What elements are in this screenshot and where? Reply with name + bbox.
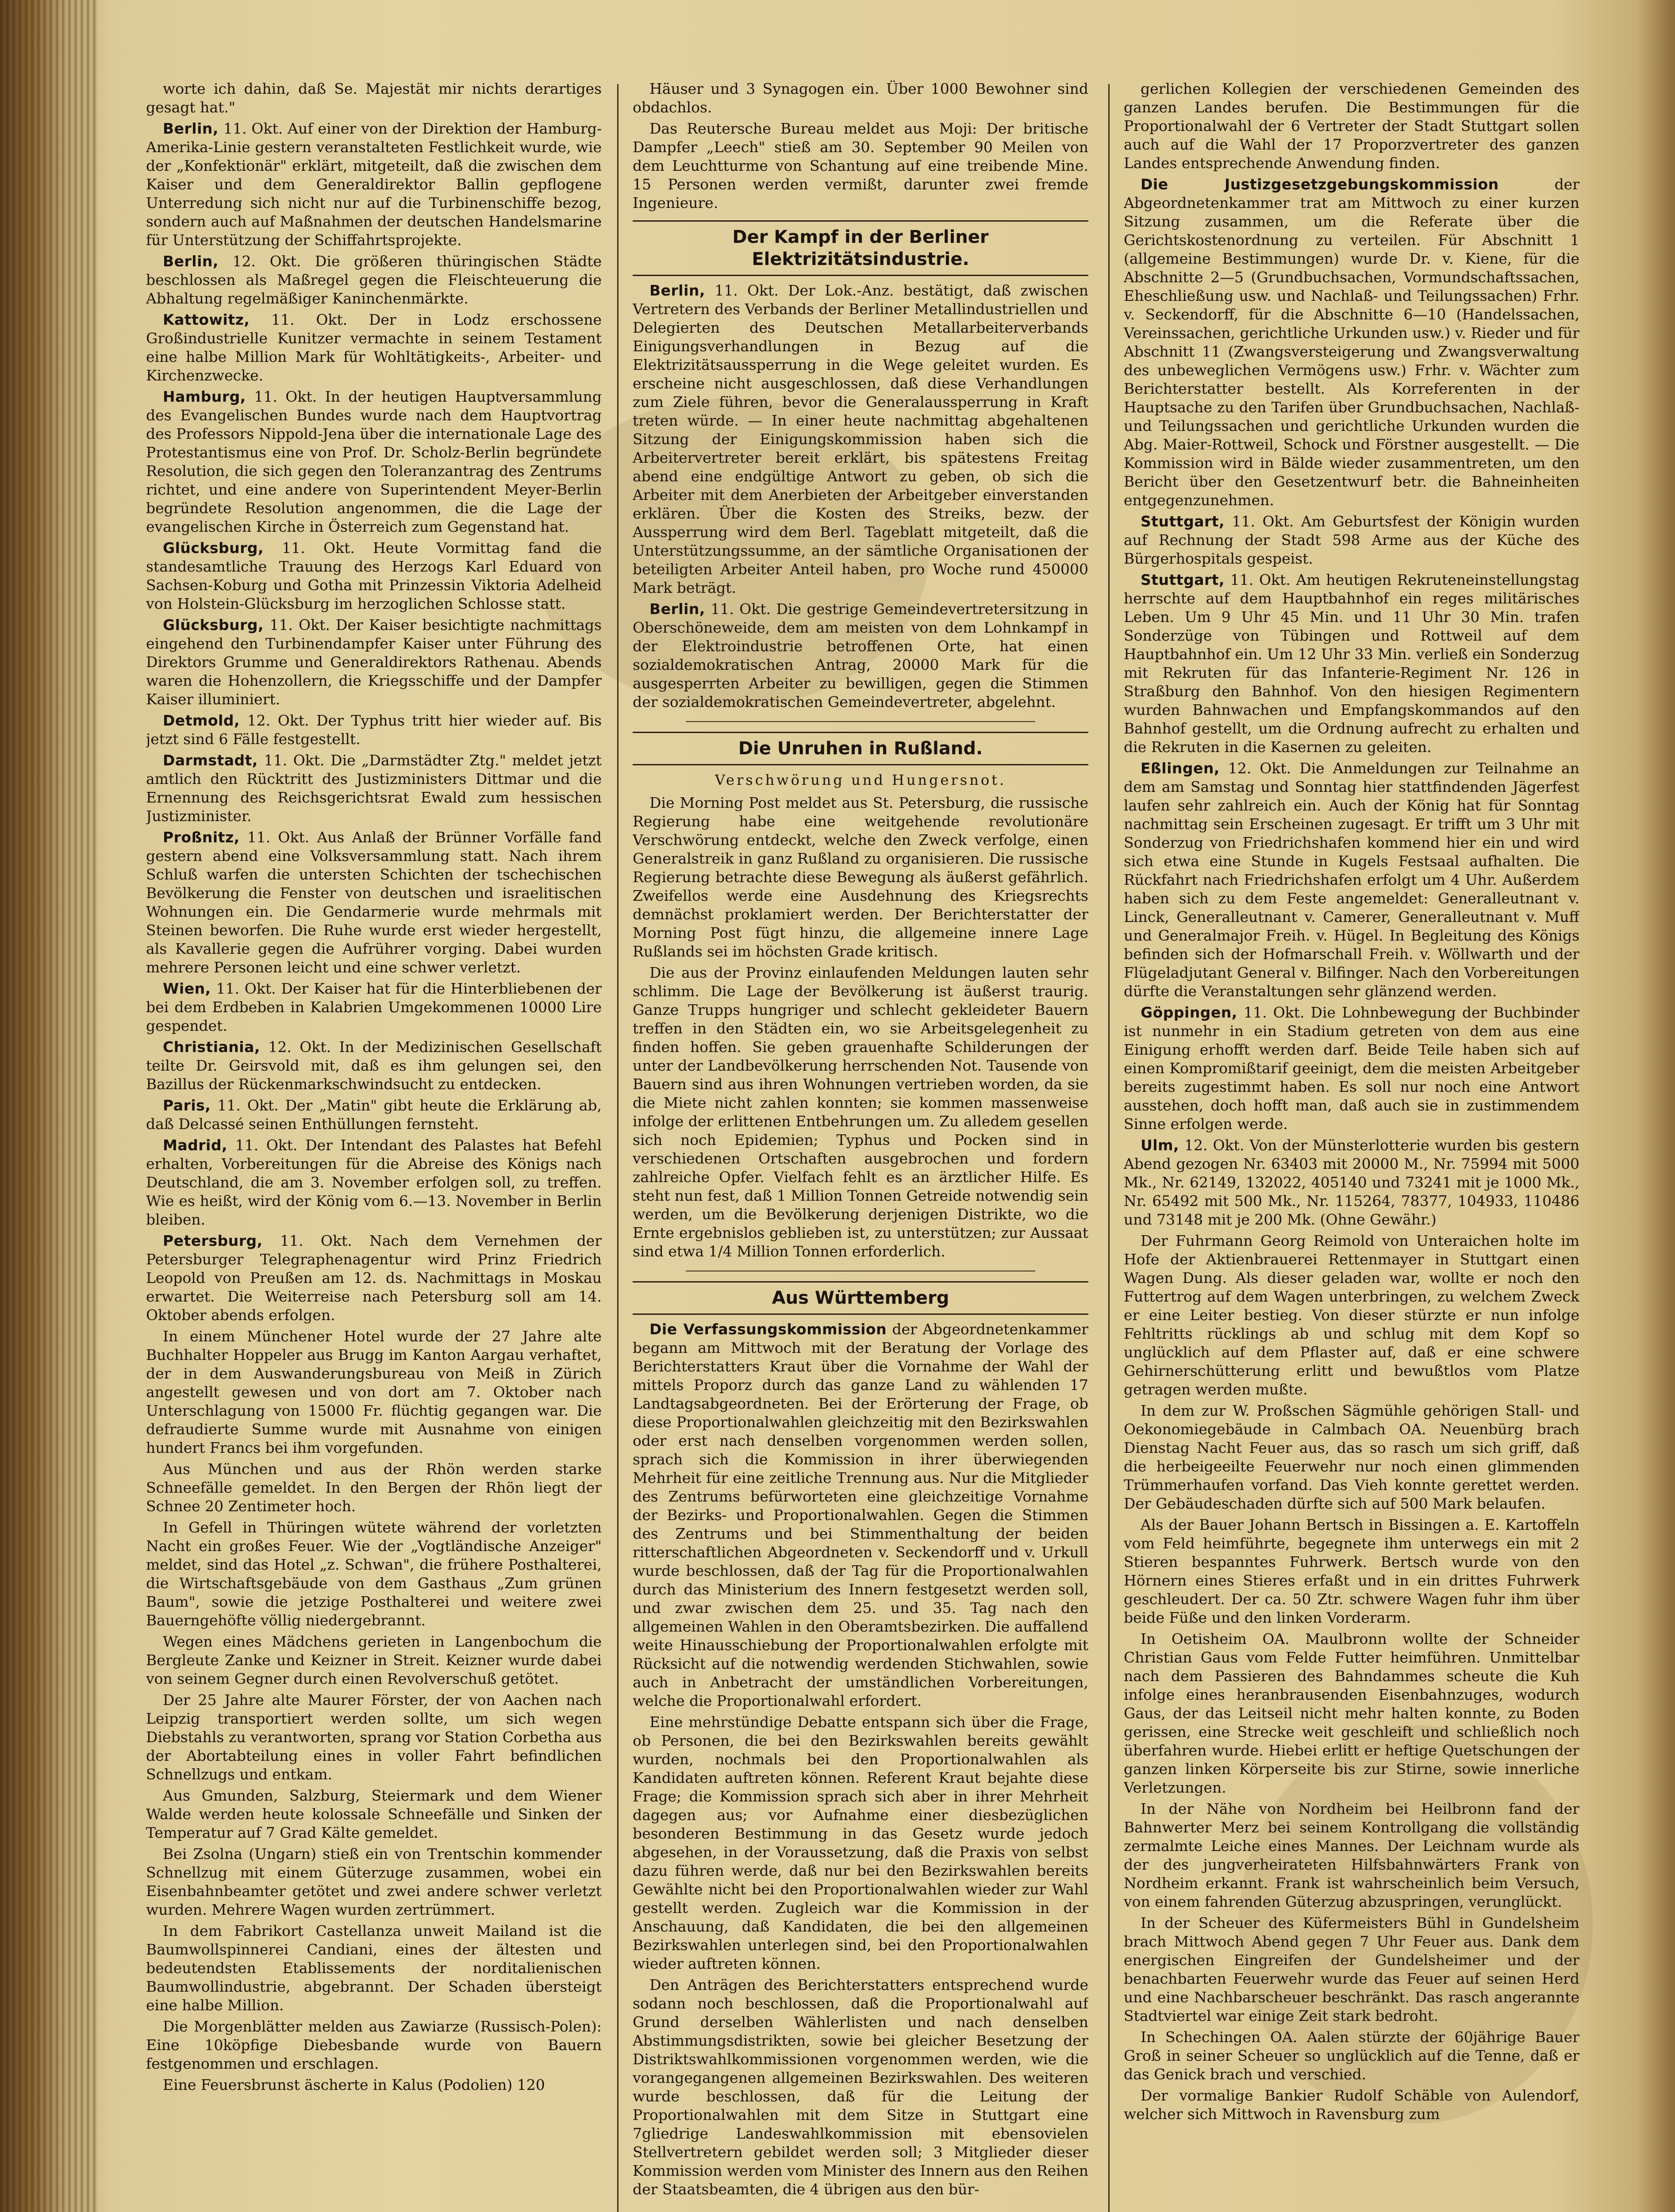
article-text: 11. Okt. Nach dem Vernehmen der Petersburger Telegraphenagentur wird Prinz Friedrich Leopold von Preußen am 12. ds. Nachmittags in Moskau erwartet. Die Weiterreise nach Petersburg soll am 14. Oktober abends erfolgen. [146,1232,602,1324]
article-text: 11. Okt. Der „Matin" gibt heute die Erklärung ab, daß Delcassé seinen Enthüllungen fernsteht. [146,1097,602,1133]
article-paragraph [1124,80,1579,173]
article-paragraph [1124,512,1579,568]
article-paragraph [1124,1800,1579,1911]
article-text: Die Morning Post meldet aus St. Petersburg, die russische Regierung habe eine weitgehende revolutionäre Verschwörung entdeckt, welche den Zweck verfolge, einen Generalstreik in ganz Rußland zu organisieren. Die russische Regierung betrachte diese Bewegung als äußerst gefährlich. Zweifellos werde eine Ausdehnung des Kriegsrechts demnächst proklamiert werden. Der Berichterstatter der Morning Post fügt hinzu, die allgemeine innere Lage Rußlands sei im höchsten Grade kritisch. [633,794,1088,960]
article-dateline: Stuttgart, [1141,513,1225,530]
section-body-wuerttemberg [633,1320,1088,2199]
article-text: 11. Okt. Die Lohnbewegung der Buchbinder ist nunmehr in ein Stadium getreten von dem aus eine Einigung erhofft werden darf. Beide Teile haben sich auf einen Kompromißtarif geeinigt, dem die meisten Arbeitgeber bereits zugestimmt haben. Es soll nur noch eine Antwort ausstehen, doch hofft man, daß auch sie in zustimmendem Sinne erfolgen werde. [1124,1004,1579,1133]
article-paragraph [633,600,1088,711]
article-paragraph [1124,1232,1579,1399]
section-body-russland [633,794,1088,1261]
article-paragraph [146,252,602,308]
article-text: 12. Okt. Die größeren thüringischen Städte beschlossen als Maßregel gegen die Fleischteuerung die Abhaltung regelmäßiger Kaninchenmärkte. [146,253,602,307]
article-paragraph [146,1632,602,1688]
column-2-intro [633,80,1088,212]
section-separator [686,721,1035,722]
article-dateline: Glücksburg, [163,616,264,634]
article-paragraph [633,1320,1088,1710]
article-text: In der Scheuer des Küfermeisters Bühl in Gundelsheim brach Mittwoch Abend gegen 7 Uhr Feuer aus. Dank dem energischen Eingreifen der Gundelsheimer und der benachbarten Feuerwehr wurde das Feuer auf seinen Herd und eine Nachbarscheuer beschränkt. Das rasch angerannte Stadtviertel war einige Zeit stark bedroht. [1124,1914,1579,2024]
article-dateline: Die Justizgesetzgebungskommission [1141,176,1499,193]
article-text: 11. Okt. Am Geburtsfest der Königin wurden auf Rechnung der Stadt 598 Arme aus der Küche des Bürgerhospitals gespeist. [1124,513,1579,567]
article-dateline: Darmstadt, [163,752,258,769]
section-heading-elektrizitaet: Der Kampf in der Berliner Elektrizitätsindustrie. [633,220,1088,276]
book-binding-edge [0,0,97,2212]
article-dateline: Detmold, [163,712,240,729]
article-paragraph [146,979,602,1035]
article-text: 12. Okt. Von der Münsterlotterie wurden bis gestern Abend gezogen Nr. 63403 mit 20000 M., Nr. 75994 mit 5000 Mk., Nr. 62149, 132022, 405140 und 73241 mit je 1000 Mk., Nr. 65492 mit 500 Mk., Nr. 115264, 78377, 104933, 110486 und 73148 mit je 200 Mk. (Ohne Gewähr.) [1124,1137,1579,1228]
article-text: 11. Okt. In der heutigen Hauptversammlung des Evangelischen Bundes wurde nach dem Hauptvortrag des Professors Nippold-Jena über die internationale Lage des Protestantismus eine von Prof. Dr. Scholz-Berlin begründete Resolution, die sich gegen den Toleranzantrag des Zentrums richtet, und eine andere von Superintendent Meyer-Berlin begründete Resolution angenommen, die die Lage der evangelischen Kirche in Österreich zum Gegenstand hat. [146,388,602,535]
article-text: Die aus der Provinz einlaufenden Meldungen lauten sehr schlimm. Die Lage der Bevölkerung ist äußerst traurig. Ganze Trupps hungriger und schlecht gekleideter Bauern treffen in den Städten ein, wo sie Arbeitsgelegenheit zu finden hoffen. Sie geben grauenhafte Schilderungen der unter der Landbevölkerung herrschenden Not. Tausende von Bauern sind aus ihren Wohnungen vertrieben worden, da sie die Miete nicht zahlen konnten; sie kommen massenweise infolge der erlittenen Entbehrungen um. Zu alledem gesellen sich noch Epidemien; Typhus und Pocken sind in verschiedenen Ortschaften ausgebrochen und fordern zahlreiche Opfer. Vielfach fehlt es an ärztlicher Hilfe. Es steht nun fest, daß 1 Million Tonnen Getreide notwendig sein werden, um die Bevölkerung derjenigen Distrikte, wo die Ernte ergebnislos geblieben ist, zu unterstützen; zur Aussaat sind etwa 1/4 Million Tonnen erforderlich. [633,964,1088,1260]
article-text: Aus Gmunden, Salzburg, Steiermark und dem Wiener Walde werden heute kolossale Schneefälle und Sinken der Temperatur auf 7 Grad Kälte gemeldet. [146,1787,602,1841]
article-paragraph [1124,175,1579,510]
article-dateline: Eßlingen, [1141,760,1220,777]
article-dateline: Göppingen, [1141,1004,1237,1021]
article-paragraph [633,281,1088,597]
article-text: Der vormalige Bankier Rudolf Schäble von Aulendorf, welcher sich Mittwoch in Ravensburg zum [1124,2087,1579,2123]
article-paragraph [146,311,602,385]
article-dateline: Berlin, [649,282,705,299]
article-dateline: Petersburg, [163,1232,263,1249]
article-paragraph [633,1713,1088,1973]
column-1 [146,80,602,2212]
article-text: Den Anträgen des Berichterstatters entsprechend wurde sodann noch beschlossen, daß die Proportionalwahl auf Grund derselben Wählerlisten und nach denselben Abstimmungsdistrikten, sowie bei gleicher Besetzung der Distriktswahlkommissionen vorgenommen werden, wie die vorangegangenen allgemeinen Bezirkswahlen. Des weiteren wurde beschlossen, daß für die Leitung der Proportionalwahlen mit dem Sitze in Stuttgart eine 7gliedrige Landeswahlkommission mit ebensovielen Stellvertretern gebildet werden soll; 3 Mitglieder dieser Kommission werden vom Minister des Innern aus den Reihen der Staatsbeamten, die 4 übrigen aus den bür- [633,1976,1088,2198]
article-paragraph [146,751,602,826]
article-paragraph [1124,1516,1579,1627]
column-2 [633,80,1088,2212]
article-paragraph [1124,1630,1579,1797]
article-paragraph [146,1038,602,1094]
article-paragraph [146,80,602,117]
article-paragraph [146,616,602,709]
section-body-elektrizitaet [633,281,1088,711]
article-paragraph [146,1922,602,2015]
article-text: Die Morgenblätter melden aus Zawiarze (Russisch-Polen): Eine 10köpfige Diebesbande wurde von Bauern festgenommen und erschlagen. [146,2018,602,2072]
article-text: 11. Okt. Der Kaiser hat für die Hinterbliebenen der bei dem Erdbeben in Kalabrien Umgekommenen 10000 Lire gespendet. [146,980,602,1034]
article-dateline: Madrid, [163,1137,227,1154]
article-dateline: Proßnitz, [163,829,240,846]
article-text: In Schechingen OA. Aalen stürzte der 60jährige Bauer Groß in seiner Scheuer so unglücklich auf die Tenne, daß er das Genick brach und verschied. [1124,2028,1579,2083]
article-dateline: Berlin, [163,120,219,137]
article-text: In einem Münchener Hotel wurde der 27 Jahre alte Buchhalter Hoppeler aus Brugg im Kanton Aargau verhaftet, der in dem Auswanderungsbureau von Meiß in Zürich angestellt gewesen und von dort am 7. Oktober nach Unterschlagung von 15000 Fr. flüchtig gegangen war. Die defraudierte Summe wurde mit Ausnahme von einigen hundert Francs bei ihm vorgefunden. [146,1328,602,1456]
article-dateline: Paris, [163,1097,211,1114]
article-dateline: Christiania, [163,1038,260,1056]
article-paragraph [146,1691,602,1784]
article-dateline: Hamburg, [163,388,246,405]
article-text: In der Nähe von Nordheim bei Heilbronn fand der Bahnwerter Merz bei seinem Kontrollgang die vollständig zermalmte Leiche eines Mannes. Der Leichnam wurde als der des jungverheirateten Hilfsbahnwärters Frank von Nordheim erkannt. Frank ist wahrscheinlich beim Versuch, von einem fahrenden Güterzug abzuspringen, verunglückt. [1124,1800,1579,1910]
article-paragraph [1124,1914,1579,2025]
article-text: 12. Okt. Der Typhus tritt hier wieder auf. Bis jetzt sind 6 Fälle festgestellt. [146,712,602,748]
article-paragraph [633,964,1088,1261]
article-text: Eine Feuersbrunst äscherte in Kalus (Podolien) 120 [163,2076,545,2093]
column-3 [1124,80,1579,2212]
article-paragraph [1124,2086,1579,2124]
article-text: Das Reutersche Bureau meldet aus Moji: Der britische Dampfer „Leech" stieß am 30. September 90 Meilen von dem Leuchtturme von Schantung auf eine treibende Mine. 15 Personen werden vermißt, darunter zwei fremde Ingenieure. [633,120,1088,211]
article-paragraph [146,2017,602,2073]
article-paragraph [633,80,1088,117]
article-paragraph [1124,2028,1579,2084]
article-dateline: Die Verfassungskommission [649,1321,887,1338]
article-paragraph [146,388,602,536]
section-heading-wuerttemberg: Aus Württemberg [633,1281,1088,1315]
article-text: 11. Okt. Die „Darmstädter Ztg." meldet jetzt amtlich den Rücktritt des Justizministers Dittmar und die Ernennung des Reichsgerichtsrat Ewald zum hessischen Justizminister. [146,752,602,825]
article-text: 11. Okt. Am heutigen Rekruteneinstellungstag herrschte auf dem Hauptbahnhof ein reges militärisches Leben. Um 9 Uhr 45 Min. und 11 Uhr 30 Min. trafen Sonderzüge von Tübingen und Rottweil auf dem Hauptbahnhof ein. Um 12 Uhr 33 Min. verließ ein Sonderzug mit Rekruten für das Infanterie-Regiment Nr. 126 in Straßburg den Bahnhof. Von den hiesigen Regimentern wurden Bahnwachen und Empfangskommandos auf den Bahnhof gestellt, um die Ordnung aufrecht zu erhalten und die Rekruten in die Kasernen zu geleiten. [1124,571,1579,756]
article-paragraph [633,119,1088,212]
article-text: In Gefell in Thüringen wütete während der vorletzten Nacht ein großes Feuer. Wie der „Vogtländische Anzeiger" meldet, sind das Hotel „z. Schwan", die frühere Posthalterei, die Wirtschaftsgebäude von dem Gasthaus „Zum grünen Baum", sowie die jetzige Posthalterei und weitere zwei Bauerngehöfte völlig niedergebrannt. [146,1519,602,1629]
article-text: Eine mehrstündige Debatte entspann sich über die Frage, ob Personen, die bei den Bezirkswahlen bereits gewählt wurden, nochmals bei den Proportionalwahlen als Kandidaten auftreten können. Referent Kraut bejahte diese Frage; die Kommission sprach sich aber in ihrer Mehrheit dagegen aus; vor Aufnahme einer diesbezüglichen besonderen Bestimmung in das Gesetz wurde jedoch abgesehen, in der Voraussetzung, daß die Praxis von selbst dazu führen werde, daß nur bei den Bezirkswahlen bereits Gewählte nicht bei den Proportionalwahlen wieder zur Wahl gestellt werden. Zugleich war die Kommission in der Anschauung, daß Kandidaten, die bei den allgemeinen Bezirkswahlen unterlegen sind, bei den Proportionalwahlen wieder auftreten können. [633,1713,1088,1972]
article-text: Bei Zsolna (Ungarn) stieß ein von Trentschin kommender Schnellzug mit einem Güterzuge zusammen, wobei ein Eisenbahnbeamter getötet und zwei andere schwer verletzt wurden. Mehrere Wagen wurden zertrümmert. [146,1845,602,1918]
article-text: 12. Okt. In der Medizinischen Gesellschaft teilte Dr. Geirsvold mit, daß es ihm gelungen sei, den Bazillus der Rückenmarkschwindsucht zu entdecken. [146,1038,602,1093]
column-rule [617,84,619,2212]
article-text: Der Fuhrmann Georg Reimold von Unteraichen holte im Hofe der Aktienbrauerei Rettenmayer in Stuttgart einen Wagen Dung. Als dieser geladen war, wollte er noch den Futtertrog auf dem Wagen unterbringen, zu welchem Zweck er eine Leiter bestieg. Von dieser stürzte er nun infolge Fehltritts rücklings ab und schlug mit dem Kopf so unglücklich auf dem Pflaster auf, daß er eine schwere Gehirnerschütterung erlitt und bewußtlos vom Platze getragen werden mußte. [1124,1232,1579,1398]
article-dateline: Stuttgart, [1141,571,1225,588]
article-text: gerlichen Kollegien der verschiedenen Gemeinden des ganzen Landes berufen. Die Bestimmungen für die Proportionalwahl der 6 Vertreter der Stadt Stuttgart sollen auch auf die Wahl der 17 Proporzvertreter des ganzen Landes entsprechende Anwendung finden. [1124,80,1579,172]
article-dateline: Berlin, [649,600,705,618]
article-paragraph [146,1518,602,1630]
article-text: In dem Fabrikort Castellanza unweit Mailand ist die Baumwollspinnerei Candiani, eines der ältesten und bedeutendsten Etablissements der norditalienischen Baumwollindustrie, abgebrannt. Der Schaden übersteigt eine halbe Million. [146,1922,602,2014]
article-dateline: Kattowitz, [163,311,250,328]
article-text: 11. Okt. Der Kaiser besichtigte nachmittags eingehend den Turbinendampfer Kaiser unter Führung des Direktors Grumme und Generaldirektors Rathenau. Abends waren die Hohenzollern, die Kriegsschiffe und der Dampfer Kaiser illuminiert. [146,616,602,708]
article-paragraph [146,119,602,250]
article-text: 11. Okt. Der in Lodz erschossene Großindustrielle Kunitzer vermachte in seinem Testament eine halbe Million Mark für Wohltätigkeits-, Arbeiter- und Kirchenzwecke. [146,311,602,384]
article-text: 11. Okt. Aus Anlaß der Brünner Vorfälle fand gestern abend eine Volksversammlung statt. Nach ihrem Schluß warfen die untersten Schichten der tschechischen Bevölkerung die Fenster von deutschen und israelitischen Wohnungen ein. Die Gendarmerie wurde mehrmals mit Steinen beworfen. Die Ruhe wurde erst wieder hergestellt, als Kavallerie gegen die Aufrührer vorging. Dabei wurden mehrere Personen leicht und eine schwer verletzt. [146,829,602,976]
article-text: Aus München und aus der Rhön werden starke Schneefälle gemeldet. In den Bergen der Rhön liegt der Schnee 20 Zentimeter hoch. [146,1460,602,1515]
article-text: der Abgeordnetenkammer trat am Mittwoch zu einer kurzen Sitzung zusammen, um die Referate über die Gerichtskostenordnung zu verteilen. Für Abschnitt 1 (allgemeine Bestimmungen) wurde Dr. v. Kiene, für die Abschnitte 2—5 (Grundbuchsachen, Vormundschaftssachen, Eheschließung usw. und Nachlaß- und Teilungssachen) Frhr. v. Seckendorff, für die Abschnitte 6—10 (Handelssachen, Vereinssachen, gerichtliche Urkunden usw.) v. Rieder und für Abschnitt 11 (Zwangsversteigerung und Zwangsverwaltung des unbeweglichen Vermögens usw.) Frhr. v. Wächter zum Berichterstatter bestellt. Als Korreferenten in der Hauptsache zu den Tarifen über Grundbuchsachen, Nachlaß- und Teilungssachen und gerichtliche Urkunden wurden die Abg. Maier-Rottweil, Schock und Förstner ausgestellt. — Die Kommission wird in Bälde wieder zusammentreten, um den Bericht über den Gesetzentwurf betr. die Bahneinheiten entgegenzunehmen. [1124,176,1579,509]
article-paragraph [146,2076,602,2094]
article-paragraph [633,794,1088,961]
article-text: 11. Okt. Der Intendant des Palastes hat Befehl erhalten, Vorbereitungen für die Abreise des Königs nach Deutschland, die am 3. November erfolgen soll, zu treffen. Wie es heißt, wird der König vom 6.—13. November in Berlin bleiben. [146,1137,602,1228]
article-text: 11. Okt. Heute Vormittag fand die standesamtliche Trauung des Herzogs Karl Eduard von Sachsen-Koburg und Gotha mit Prinzessin Viktoria Adelheid von Holstein-Glücksburg im herzoglichen Schlosse statt. [146,539,602,612]
article-paragraph [146,1096,602,1133]
article-paragraph [1124,1136,1579,1229]
article-text: worte ich dahin, daß Se. Majestät mir nichts derartiges gesagt hat." [146,80,602,116]
article-text: 12. Okt. Die Anmeldungen zur Teilnahme an dem am Samstag und Sonntag hier stattfindenden Jägerfest laufen sehr zahlreich ein. Auch der König hat für Sonntag nachmittag sein Erscheinen zugesagt. Er trifft um 3 Uhr mit Sonderzug von Friedrichshafen kommend hier ein und wird sich etwa eine Stunde in Kugels Festsaal aufhalten. Die Rückfahrt nach Friedrichshafen erfolgt um 4 Uhr. Außerdem haben sich zu dem Feste angemeldet: Generalleutnant v. Linck, Generalleutnant v. Camerer, Generalleutnant v. Muff und Generalmajor Freih. v. Hügel. In Begleitung des Königs befinden sich der Hofmarschall Freih. v. Wöllwarth und der Flügeladjutant General v. Bilfinger. Nach den Vorbereitungen dürfte die Veranstaltungen sehr glänzend werden. [1124,760,1579,1000]
article-dateline: Ulm, [1141,1137,1179,1154]
article-text: 11. Okt. Auf einer von der Direktion der Hamburg-Amerika-Linie gestern veranstalteten Festlichkeit wurde, wie der „Konfektionär" erklärt, mitgeteilt, daß die zwischen dem Kaiser und dem Generaldirektor Ballin gepflogene Unterredung sich nicht nur auf die Turbinenschiffe bezog, sondern auch auf Maßnahmen der deutschen Handelsmarine für Unterstützung der Schiffahrtsprojekte. [146,120,602,249]
article-text: In dem zur W. Proßschen Sägmühle gehörigen Stall- und Oekonomiegebäude in Calmbach OA. Neuenbürg brach Dienstag Nacht Feuer aus, das so rasch um sich griff, daß die herbeigeeilte Feuerwehr nur noch einen glimmenden Trümmerhaufen vorfand. Das Vieh konnte gerettet werden. Der Gebäudeschaden dürfte sich auf 500 Mark belaufen. [1124,1402,1579,1512]
section-subheading-russland: Verschwörung und Hungersnot. [715,772,1007,788]
article-text: In Oetisheim OA. Maulbronn wollte der Schneider Christian Gaus vom Felde Futter heimführen. Unmittelbar nach dem Passieren des Bahndammes scheute die Kuh infolge eines heranbrausenden Eisenbahnzuges, wodurch Gaus, der das Leitseil nicht mehr halten konnte, zu Boden gerissen, eine Strecke weit geschleift und schließlich noch überfahren wurde. Hiebei erlitt er heftige Quetschungen der ganzen linken Körperseite bis zur Stirne, sowie innerliche Verletzungen. [1124,1630,1579,1796]
article-text: Der 25 Jahre alte Maurer Förster, der von Aachen nach Leipzig transportiert werden sollte, um sich wegen Diebstahls zu verantworten, sprang vor Station Corbetha aus der Abortabteilung eines in voller Fahrt befindlichen Schnellzugs und entkam. [146,1691,602,1783]
article-paragraph [1124,759,1579,1001]
article-text: 11. Okt. Die gestrige Gemeindevertretersitzung in Oberschöneweide, dem am meisten von dem Lohnkampf in der Elektroindustrie betroffenen Orte, hat einen sozialdemokratischen Antrag, 20000 Mark für die ausgesperrten Arbeiter zu bewilligen, gegen die Stimmen der sozialdemokratischen Gemeindevertreter, abgelehnt. [633,600,1088,710]
article-dateline: Berlin, [163,253,219,270]
article-paragraph [146,1460,602,1516]
article-paragraph [146,828,602,977]
article-paragraph [146,711,602,749]
article-paragraph [146,1232,602,1325]
article-paragraph [146,1845,602,1919]
article-paragraph [146,1136,602,1229]
article-paragraph [146,1786,602,1842]
article-paragraph [1124,1402,1579,1513]
column-rule [1108,84,1110,2212]
article-text: Wegen eines Mädchens gerieten in Langenbochum die Bergleute Zanke und Keizner in Streit. Keizner wurde dabei von seinem Gegner durch einen Revolverschuß getötet. [146,1633,602,1687]
article-dateline: Glücksburg, [163,539,264,557]
article-paragraph [146,539,602,613]
article-dateline: Wien, [163,980,211,997]
article-text: der Abgeordnetenkammer begann am Mittwoch mit der Beratung der Vorlage des Berichterstatters Kraut über die Vornahme der Wahl der mittels Proporz durch das ganze Land zu wählenden 17 Landtagsabgeordneten. Bei der Erörterung der Frage, ob diese Proportionalwahlen gleichzeitig mit den Bezirkswahlen oder erst nach denselben vorgenommen werden sollen, sprach sich die Kommission in ihrer überwiegenden Mehrheit für eine zeitliche Trennung aus. Nur die Mitglieder des Zentrums befürworteten eine gleichzeitige Vornahme der Bezirks- und Proportionalwahlen. Gegen die Stimmen des Zentrums und bei Stimmenthaltung der beiden ritterschaftlichen Abgeordneten v. Seckendorff und v. Urkull wurde beschlossen, daß der Tag für die Proportionalwahlen durch das Ministerium des Innern festgesetzt werden soll, und zwar zwischen dem 25. und 35. Tag nach den allgemeinen Wahlen in den Oberamtsbezirken. Die auffallend weite Hinausschiebung der Proportionalwahlen erfolgte mit Rücksicht auf die notwendig werdenden Stichwahlen, sowie auch in Anbetracht der umständlichen Vorbereitungen, welche die Proportionalwahl erfordert. [633,1321,1088,1709]
article-text: 11. Okt. Der Lok.-Anz. bestätigt, daß zwischen Vertretern des Verbands der Berliner Metallindustriellen und Delegierten des Deutschen Metallarbeiterverbands Einigungsverhandlungen in Bezug auf die Elektrizitätsaussperrung in die Wege geleitet wurden. Es erscheine nicht ausgeschlossen, daß diese Verhandlungen zum Ziele führen, bevor die Generalaussperrung in Kraft treten würde. — In einer heute nachmittag abgehaltenen Sitzung der Einigungskommission haben sich die Arbeitervertreter bereit erklärt, bis spätestens Freitag abend eine endgültige Antwort zu geben, ob sich die Arbeiter mit dem Anerbieten der Arbeitgeber einverstanden erklären. Über die Kosten des Streiks, bezw. der Aussperrung wird dem Berl. Tageblatt mitgeteilt, daß die Unterstützungssumme, an der sämtliche Organisationen der beteiligten Arbeiter Anteil haben, pro Woche rund 450000 Mark beträgt. [633,282,1088,596]
article-text: Häuser und 3 Synagogen ein. Über 1000 Bewohner sind obdachlos. [633,80,1088,116]
article-paragraph [146,1327,602,1457]
article-paragraph [1124,1003,1579,1133]
article-paragraph [1124,571,1579,757]
section-heading-russland: Die Unruhen in Rußland. [633,732,1088,765]
article-text: Als der Bauer Johann Bertsch in Bissingen a. E. Kartoffeln vom Feld heimführte, begegnete ihm unterwegs ein mit 2 Stieren bespanntes Fuhrwerk. Bertsch wurde von den Hörnern eines Stieres erfaßt und in ein drittes Fuhrwerk geschleudert. Der ca. 50 Ztr. schwere Wagen fuhr ihm über beide Füße und den linken Vorderarm. [1124,1516,1579,1626]
article-paragraph [633,1976,1088,2199]
